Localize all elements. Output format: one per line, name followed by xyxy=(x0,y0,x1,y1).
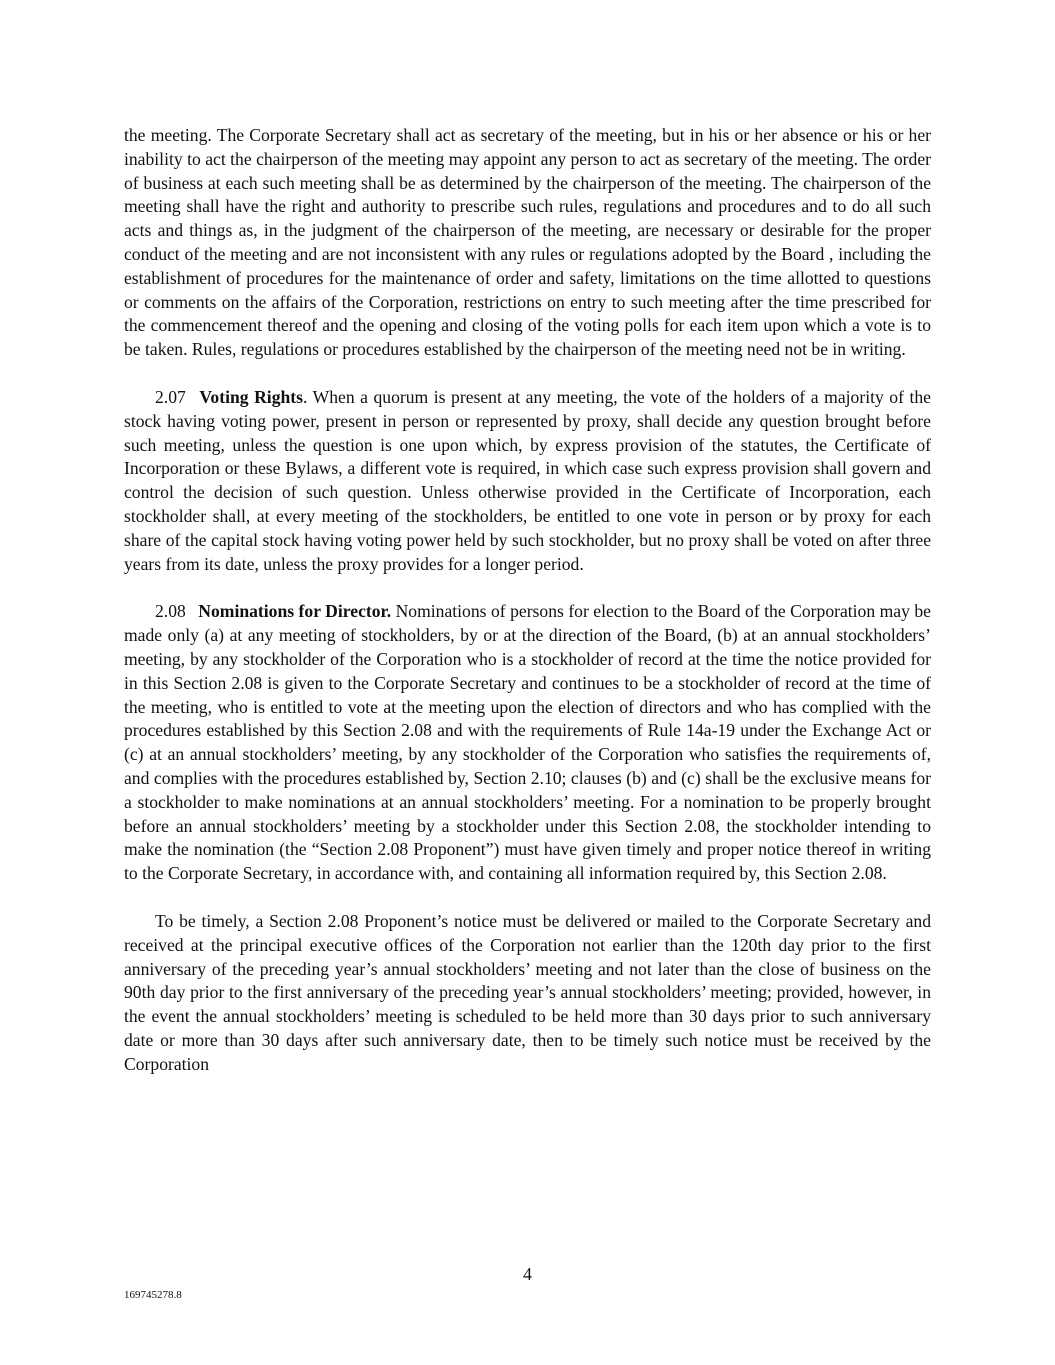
section-number: 2.08 xyxy=(155,601,186,622)
section-text: Nominations of persons for election to the Board of the Corporation may be made only (a) at any meeting of stockholders, by or at the direction of the Board, (b) at an annual stockholders’ meeting, by any stockholder of the Corporation who is a stockholder of record at the time the notice provided for in this Section 2.08 is given to the Corporate Secretary and continues to be a stockholder of record at the time of the meeting, who is entitled to vote at the meeting upon the election of directors and who has complied with the procedures established by this Section 2.08 and with the requirements of Rule 14a-19 under the Exchange Act or (c) at an annual stockholders’ meeting, by any stockholder of the Corporation who satisfies the requirements of, and complies with the procedures established by, Section 2.10; clauses (b) and (c) shall be the exclusive means for a stockholder to make nominations at an annual stockholders’ meeting. For a nomination to be properly brought before an annual stockholders’ meeting by a stockholder under this Section 2.08, the stockholder intending to make the nomination (the “Section 2.08 Proponent”) must have given timely and proper notice thereof in writing to the Corporate Secretary, in accordance with, and containing all information required by, this Section 2.08. xyxy=(124,601,931,884)
section-number: 2.07 xyxy=(155,386,186,407)
section-2-07-paragraph xyxy=(124,386,931,576)
section-heading-voting-rights: Voting Rights xyxy=(199,386,303,407)
document-id: 169745278.8 xyxy=(124,1289,182,1301)
paragraph-continuation: the meeting. The Corporate Secretary shall act as secretary of the meeting, but in his or her absence or his or her inability to act the chairperson of the meeting may appoint any person to act as secretary of the meeting. The order of business at each such meeting shall be as determined by the chairperson of the meeting. The chairperson of the meeting shall have the right and authority to prescribe such rules, regulations and procedures and to do all such acts and things as, in the judgment of the chairperson of the meeting, are necessary or desirable for the proper conduct of the meeting and are not inconsistent with any rules or regulations adopted by the Board , including the establishment of procedures for the maintenance of order and safety, limitations on the time allotted to questions or comments on the affairs of the Corporation, restrictions on entry to such meeting after the time prescribed for the commencement thereof and the opening and closing of the voting polls for each item upon which a vote is to be taken. Rules, regulations or procedures established by the chairperson of the meeting need not be in writing. xyxy=(124,125,931,360)
section-heading-punctuation: . xyxy=(302,386,308,407)
document-body xyxy=(124,124,931,1100)
section-text: When a quorum is present at any meeting, the vote of the holders of a majority of the stock having voting power, present in person or represented by proxy, shall decide any question brought before such meeting, unless the question is one upon which, by express provision of the statutes, the Certificate of Incorporation or these Bylaws, a different vote is required, in which case such express provision shall govern and control the decision of such question. Unless otherwise provided in the Certificate of Incorporation, each stockholder shall, at every meeting of the stockholders, be entitled to one vote in person or by proxy for each share of the capital stock having voting power held by such stockholder, but no proxy shall be voted on after three years from its date, unless the proxy provides for a longer period. xyxy=(124,386,931,574)
page-number: 4 xyxy=(523,1264,532,1284)
paragraph-timeliness: To be timely, a Section 2.08 Proponent’s notice must be delivered or mailed to the Corporate Secretary and received at the principal executive offices of the Corporation not earlier than the 120th day prior to the first anniversary of the preceding year’s annual stockholders’ meeting and not later than the close of business on the 90th day prior to the first anniversary of the preceding year’s annual stockholders’ meeting; provided, however, in the event the annual stockholders’ meeting is scheduled to be held more than 30 days prior to such anniversary date or more than 30 days after such anniversary date, then to be timely such notice must be received by the Corporation xyxy=(124,910,931,1074)
section-2-08-paragraph xyxy=(124,600,931,886)
section-heading-nominations: Nominations for Director. xyxy=(198,601,392,622)
